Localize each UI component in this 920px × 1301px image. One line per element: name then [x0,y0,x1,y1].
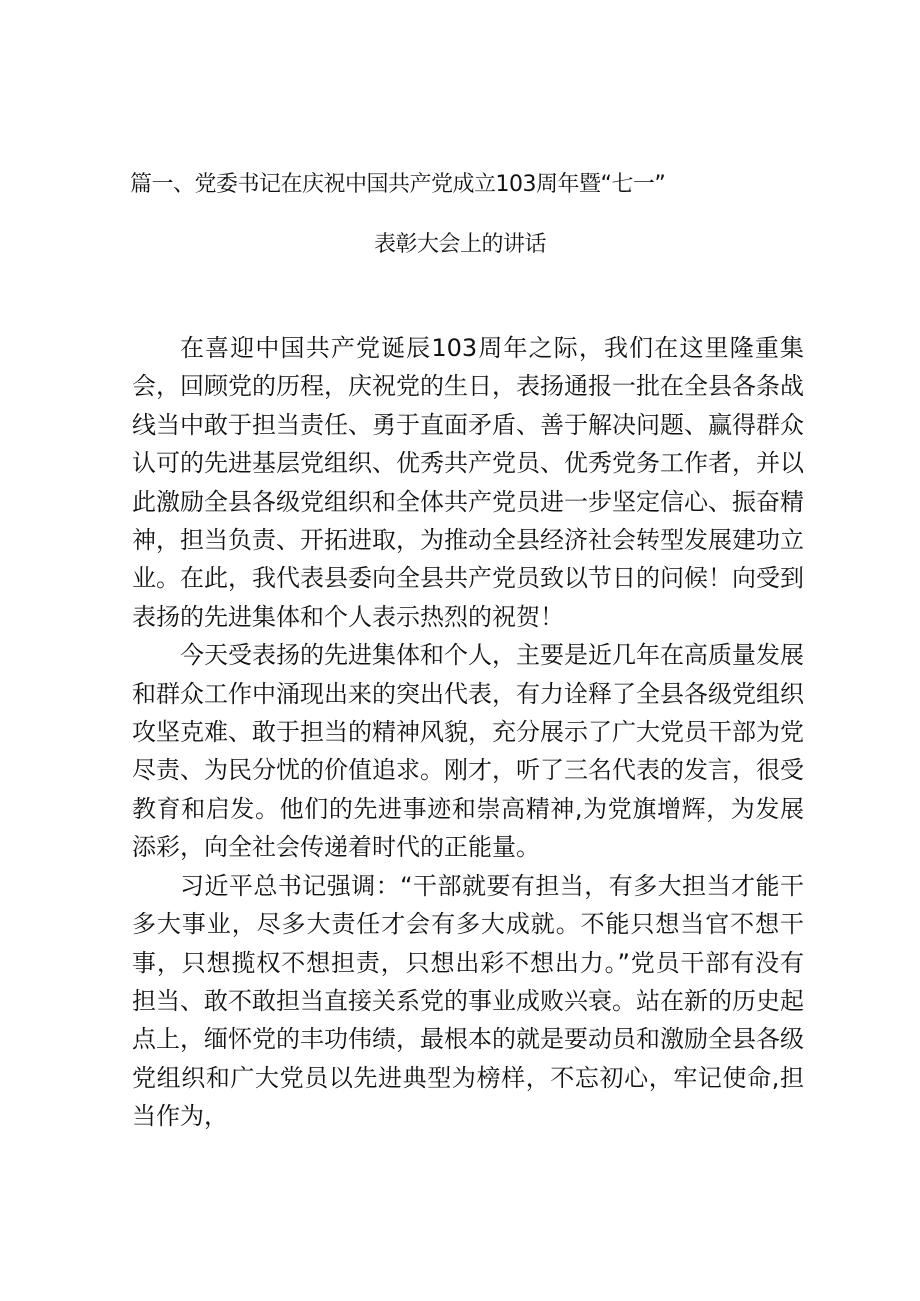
paragraph-2: 今天受表扬的先进集体和个人，主要是近几年在高质量发展和群众工作中涌现出来的突出代表，有力诠释了全县各级党组织攻坚克难、敢于担当的精神风貌，充分展示了广大党员干部为党尽责、为民分忧的价值追求。刚才，听了三名代表的发言，很受教育和启发。他们的先进事迹和崇高精神,为党旗增辉，为发展添彩，向全社会传递着时代的正能量。 [132,641,804,862]
document-title-line-2: 表彰大会上的讲话 [373,232,546,257]
paragraph-1: 在喜迎中国共产党诞辰103周年之际，我们在这里隆重集会，回顾党的历程，庆祝党的生日，表扬通报一批在全县各条战线当中敢于担当责任、勇于直面矛盾、善于解决问题、赢得群众认可的先进基层党组织、优秀共产党员、优秀党务工作者，并以此激励全县各级党组织和全体共产党员进一步坚定信心、振奋精神，担当负责、开拓进取，为推动全县经济社会转型发展建功立业。在此，我代表县委向全县共产党员致以节日的问候！向受到表扬的先进集体和个人表示热烈的祝贺！ [132,334,804,631]
paragraph-3: 习近平总书记强调：“干部就要有担当，有多大担当才能干多大事业，尽多大责任才会有多大成就。不能只想当官不想干事，只想揽权不想担责，只想出彩不想出力。”党员干部有没有担当、敢不敢担当直接关系党的事业成败兴衰。站在新的历史起点上，缅怀党的丰功伟绩，最根本的就是要动员和激励全县各级党组织和广大党员以先进典型为榜样，不忘初心，牢记使命,担当作为， [132,871,804,1131]
document-title-line-1: 篇一、党委书记在庆祝中国共产党成立103周年暨“七一” [130,172,666,197]
document-body [132,329,804,1136]
